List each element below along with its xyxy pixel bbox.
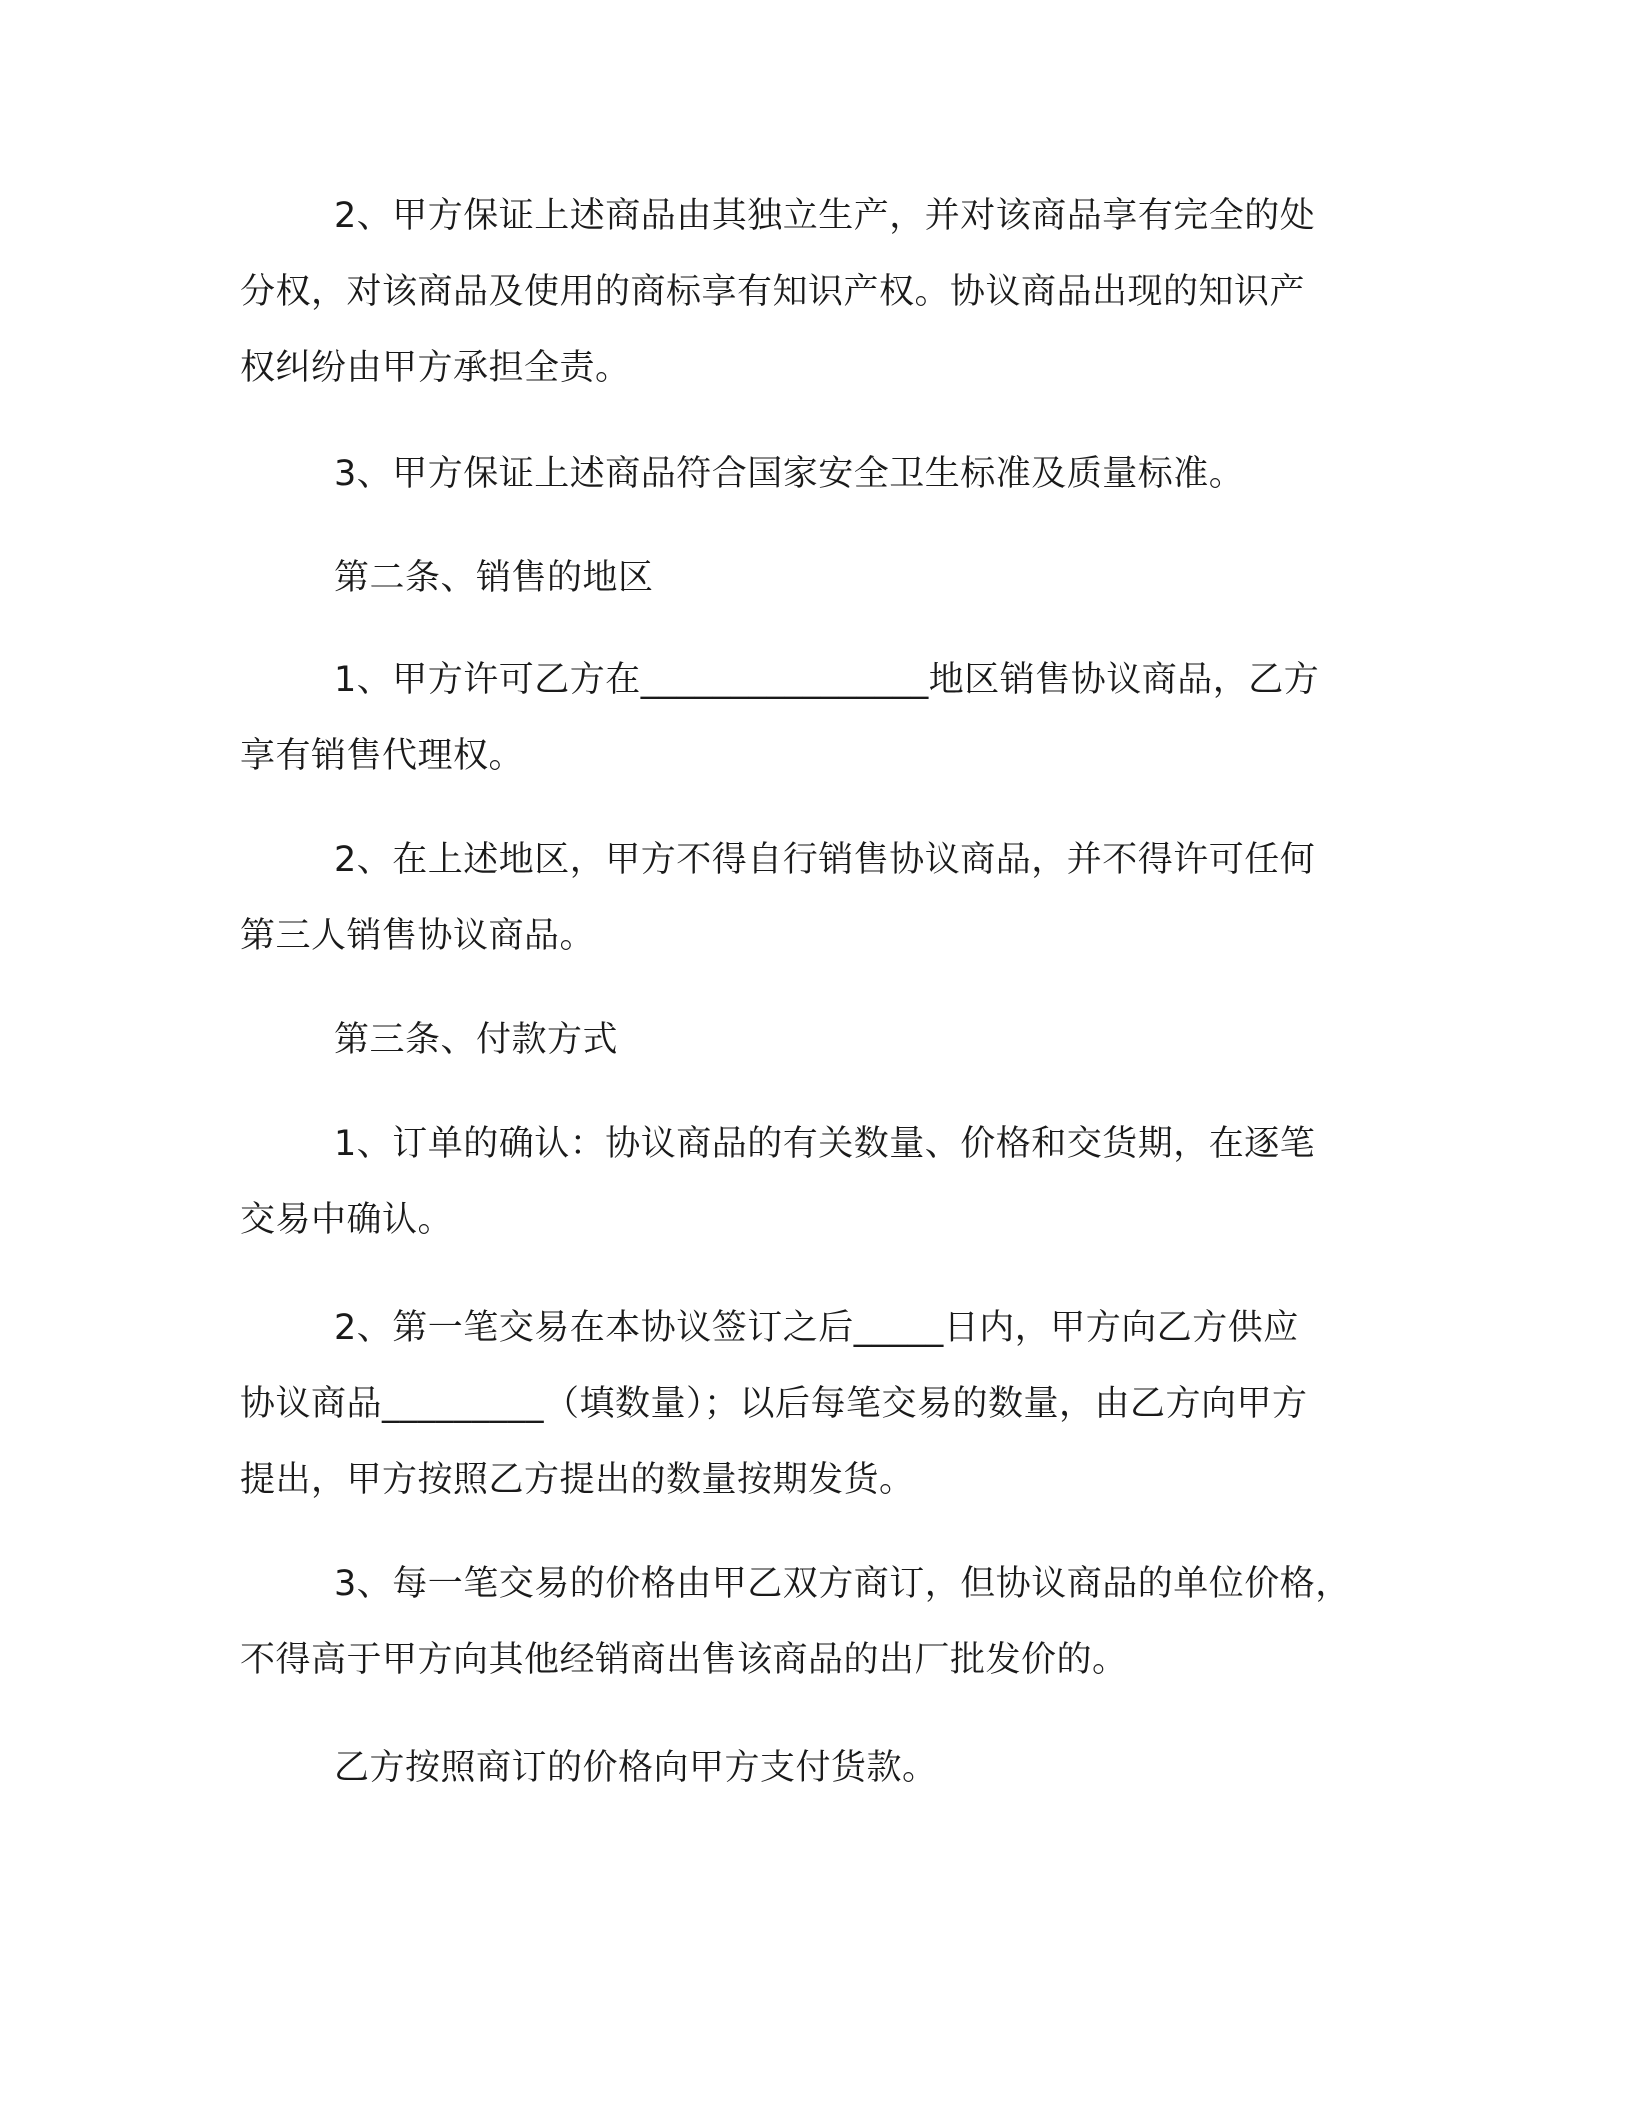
text-line: 1、甲方许可乙方在________________地区销售协议商品，乙方	[334, 660, 1320, 700]
text-line: 提出，甲方按照乙方提出的数量按期发货。	[240, 1460, 915, 1500]
clause-3-quality-standard	[240, 436, 1390, 512]
text-line: 乙方按照商订的价格向甲方支付货款。	[334, 1748, 938, 1788]
article-3-clause-3	[240, 1546, 1390, 1698]
clause-2-exclusive-production	[240, 178, 1390, 406]
text-line: 协议商品_________（填数量）；以后每笔交易的数量，由乙方向甲方	[240, 1384, 1308, 1424]
text-line: 3、每一笔交易的价格由甲乙双方商订，但协议商品的单位价格，	[334, 1564, 1351, 1604]
text-line: 交易中确认。	[240, 1200, 454, 1240]
text-line: 第三人销售协议商品。	[240, 916, 596, 956]
text-line: 享有销售代理权。	[240, 736, 525, 776]
article-2-clause-2	[240, 822, 1390, 974]
text-line: 不得高于甲方向其他经销商出售该商品的出厂批发价的。	[240, 1640, 1128, 1680]
article-3-heading	[240, 1002, 1390, 1078]
payment-statement	[240, 1730, 1390, 1806]
text-line: 权纠纷由甲方承担全责。	[240, 348, 631, 388]
text-line: 1、订单的确认：协议商品的有关数量、价格和交货期，在逐笔	[334, 1124, 1316, 1164]
text-line: 分权，对该商品及使用的商标享有知识产权。协议商品出现的知识产	[240, 272, 1306, 312]
text-line: 3、甲方保证上述商品符合国家安全卫生标准及质量标准。	[334, 454, 1245, 494]
article-2-clause-1	[240, 642, 1390, 794]
section-heading: 第三条、付款方式	[334, 1020, 619, 1060]
text-line: 2、甲方保证上述商品由其独立生产，并对该商品享有完全的处	[334, 196, 1316, 236]
text-line: 2、在上述地区，甲方不得自行销售协议商品，并不得许可任何	[334, 840, 1316, 880]
article-3-clause-2	[240, 1290, 1390, 1518]
text-line: 2、第一笔交易在本协议签订之后_____日内，甲方向乙方供应	[334, 1308, 1299, 1348]
article-2-heading	[240, 540, 1390, 616]
section-heading: 第二条、销售的地区	[334, 558, 654, 598]
article-3-clause-1	[240, 1106, 1390, 1258]
